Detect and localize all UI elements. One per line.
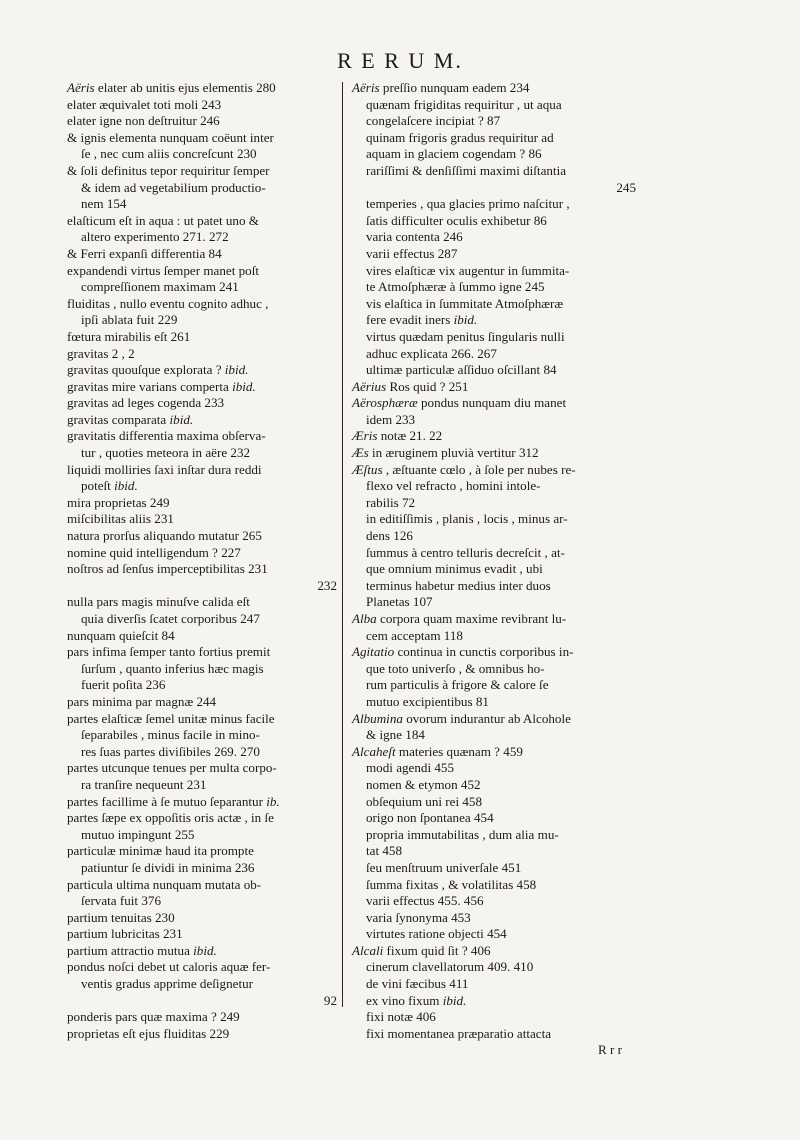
index-line (67, 163, 337, 180)
index-line (67, 329, 337, 346)
index-text: de vini fæcibus 411 (366, 976, 469, 992)
index-line (67, 760, 337, 777)
index-line (352, 1026, 636, 1043)
index-text: mira proprietas 249 (67, 494, 170, 510)
index-text: fluiditas , nullo eventu cognito adhuc , (67, 295, 269, 311)
left-column (67, 80, 337, 1042)
index-text: noſtros ad ſenſus imperceptibilitas 231 (67, 561, 268, 577)
index-text: & Ferri expanſi differentia 84 (67, 245, 222, 261)
index-line (67, 777, 337, 794)
index-text: & igne 184 (366, 727, 425, 743)
index-line (67, 445, 337, 462)
index-text: in æruginem pluvià vertitur 312 (368, 445, 539, 461)
index-line (352, 80, 636, 97)
index-keyword: Aëris (352, 80, 380, 95)
index-text: ſatis difficulter oculis exhibetur 86 (366, 212, 547, 228)
index-line (352, 163, 636, 180)
index-line (67, 495, 337, 512)
index-line (67, 545, 337, 562)
index-line (67, 213, 337, 230)
index-line (67, 511, 337, 528)
index-text: aquam in glaciem cogendam ? 86 (366, 146, 542, 162)
index-line (352, 777, 636, 794)
index-keyword: Æſtus (352, 461, 383, 477)
index-text: 92 (323, 992, 337, 1008)
index-line (352, 794, 636, 811)
index-text: nem 154 (81, 196, 127, 212)
index-line (67, 677, 337, 694)
index-text: fixi momentanea præparatio attacta (366, 1025, 552, 1041)
index-text: ex vino fixum (366, 992, 443, 1008)
index-line (352, 528, 636, 545)
index-line (352, 893, 636, 910)
index-line (352, 130, 636, 147)
index-keyword: Æris (352, 428, 378, 444)
index-text: varia contenta 246 (366, 229, 463, 245)
index-text: gravitas 2 , 2 (67, 345, 135, 361)
index-text: que omnium minimus evadit , ubi (366, 561, 543, 577)
index-text: , æſtuante cœlo , à ſole per nubes re- (382, 461, 576, 477)
index-text: gravitas ad leges cogenda 233 (67, 395, 225, 411)
index-line (352, 97, 636, 114)
index-text: pondus nunquam diu manet (417, 395, 567, 411)
index-line (67, 976, 337, 993)
index-text: gravitas comparata (67, 411, 170, 427)
index-line (67, 877, 337, 894)
index-text: congelaſcere incipiat ? 87 (366, 113, 501, 129)
index-text: vires elaſticæ vix augentur in ſummita- (366, 262, 570, 278)
index-text: ſervata fuit 376 (81, 893, 161, 909)
index-line (67, 279, 337, 296)
index-text: nomen & etymon 452 (366, 776, 481, 792)
index-text: cinerum clavellatorum 409. 410 (366, 959, 534, 975)
index-text: nomine quid intelligendum ? 227 (67, 544, 241, 560)
index-text: elater æquivalet toti moli 243 (67, 96, 222, 112)
index-text: propria immutabilitas , dum alia mu- (366, 826, 559, 842)
index-line (352, 346, 636, 363)
index-text: proprietas eſt ejus fluiditas 229 (67, 1025, 230, 1041)
index-text: ſe , nec cum aliis concreſcunt 230 (81, 146, 257, 162)
index-text: varia ſynonyma 453 (366, 909, 471, 925)
index-keyword: Aërosphæræ (352, 395, 418, 411)
index-text: tur , quoties meteora in aëre 232 (81, 445, 251, 461)
index-line (67, 694, 337, 711)
index-keyword: Alcali (352, 942, 384, 958)
index-text: ſeu menſtruum univerſale 451 (366, 859, 522, 875)
index-text: rariſſimi & denſiſſimi maximi diſtantia (366, 162, 567, 178)
index-line (352, 362, 636, 379)
index-keyword: ibid. (224, 362, 249, 378)
index-line (67, 478, 337, 495)
index-text: fœtura mirabilis eſt 261 (67, 328, 191, 344)
index-text: expandendi virtus ſemper manet poſt (67, 262, 259, 278)
index-text: te Atmoſphæræ à ſummo igne 245 (366, 279, 545, 295)
index-line (352, 511, 636, 528)
index-text: R r r (597, 1042, 622, 1058)
index-line (67, 594, 337, 611)
index-keyword: Aërius (352, 378, 387, 394)
index-line (352, 694, 636, 711)
index-text: liquidi molliries ſaxi inſtar dura reddi (67, 461, 262, 477)
index-line (67, 1009, 337, 1026)
index-line (352, 594, 636, 611)
index-text: virtus quædam penitus ſingularis nulli (366, 328, 565, 344)
index-line (352, 180, 636, 197)
index-line (352, 246, 636, 263)
index-line (67, 628, 337, 645)
index-line (67, 246, 337, 263)
index-line (352, 113, 636, 130)
index-line (352, 263, 636, 280)
index-line (67, 428, 337, 445)
index-line (67, 412, 337, 429)
index-text: partes facillime à ſe mutuo ſeparantur (67, 793, 267, 809)
index-line (67, 180, 337, 197)
index-line (67, 1026, 337, 1043)
index-line (352, 229, 636, 246)
index-line (352, 943, 636, 960)
index-line (67, 810, 337, 827)
right-column (352, 80, 636, 1059)
index-text: modi agendi 455 (366, 760, 455, 776)
index-line (67, 229, 337, 246)
index-line (352, 412, 636, 429)
index-text: fere evadit iners (366, 312, 454, 328)
index-text: terminus habetur medius inter duos (366, 577, 551, 593)
index-line (67, 578, 337, 595)
index-line (67, 910, 337, 927)
index-line (67, 959, 337, 976)
index-keyword: ib. (266, 793, 280, 809)
index-text: particula ultima nunquam mutata ob- (67, 876, 262, 892)
running-head: R E R U M. (337, 48, 463, 73)
index-keyword: ibid. (114, 478, 138, 494)
index-text: & idem ad vegetabilium productio- (81, 179, 266, 195)
index-line (352, 976, 636, 993)
index-text: pars infima ſemper tanto fortius premit (67, 644, 271, 660)
index-text: continua in cunctis corporibus in- (394, 644, 574, 660)
index-line (352, 760, 636, 777)
index-text: elater igne non deſtruitur 246 (67, 113, 220, 129)
index-text: mutuo impingunt 255 (81, 826, 195, 842)
index-line (67, 993, 337, 1010)
index-keyword: Alba (352, 611, 377, 626)
index-keyword: Aëris (67, 80, 95, 95)
index-text: ipſi ablata fuit 229 (81, 312, 178, 328)
index-text: fixum quid ſit ? 406 (383, 942, 491, 958)
index-text: corpora quam maxime revibrant lu- (376, 611, 567, 626)
index-text: origo non ſpontanea 454 (366, 810, 494, 826)
index-text: ſummus à centro telluris decreſcit , at- (366, 544, 565, 560)
index-line (352, 611, 636, 628)
index-line (67, 860, 337, 877)
index-text: temperies , qua glacies primo naſcitur , (366, 196, 570, 212)
index-text: pondus noſci debet ut caloris aquæ fer- (67, 959, 271, 975)
index-text: quia diverſis ſcatet corporibus 247 (81, 611, 260, 626)
index-line (352, 910, 636, 927)
index-text: nunquam quieſcit 84 (67, 627, 175, 643)
index-keyword: Æs (352, 445, 369, 461)
index-text: partium tenuitas 230 (67, 909, 175, 925)
index-text: idem 233 (366, 411, 416, 427)
index-line (67, 113, 337, 130)
index-line (67, 296, 337, 313)
index-text: quinam frigoris gradus requiritur ad (366, 129, 554, 145)
index-text: partes elaſticæ ſemel unitæ minus facile (67, 710, 275, 726)
index-text: gravitatis differentia maxima obſerva- (67, 428, 266, 444)
index-text: Ros quid ? 251 (386, 378, 469, 394)
index-line (352, 296, 636, 313)
index-line (352, 1009, 636, 1026)
index-line (67, 711, 337, 728)
column-divider (342, 82, 343, 1007)
index-text: partes utcunque tenues per multa corpo- (67, 760, 277, 776)
index-text: & ignis elementa nunquam coëunt inter (67, 129, 274, 145)
index-line (352, 959, 636, 976)
index-text: ventis gradus apprime deſignetur (81, 976, 253, 992)
index-line (352, 810, 636, 827)
index-line (352, 926, 636, 943)
index-keyword: ibid. (232, 378, 256, 394)
index-line (67, 312, 337, 329)
index-line (352, 478, 636, 495)
index-line (67, 395, 337, 412)
index-line (67, 827, 337, 844)
index-line (352, 711, 636, 728)
index-line (67, 843, 337, 860)
index-line (67, 661, 337, 678)
index-text: rum particulis à frigore & calore ſe (366, 677, 549, 693)
index-line (67, 926, 337, 943)
index-text: Planetas 107 (366, 594, 433, 610)
index-line (67, 146, 337, 163)
index-keyword: Agitatio (352, 644, 395, 660)
index-text: rabilis 72 (366, 494, 416, 510)
index-line (352, 661, 636, 678)
index-text: partium attractio mutua (67, 942, 194, 958)
index-text: particulæ minimæ haud ita prompte (67, 843, 254, 859)
index-line (67, 97, 337, 114)
index-text: ra tranſire nequeunt 231 (81, 776, 207, 792)
index-text: natura prorſus aliquando mutatur 265 (67, 528, 262, 544)
index-text: ſumma fixitas , & volatilitas 458 (366, 876, 537, 892)
index-text: virtutes ratione objecti 454 (366, 926, 507, 942)
index-line (352, 445, 636, 462)
index-line (352, 843, 636, 860)
index-text: notæ 21. 22 (377, 428, 443, 444)
index-line (352, 877, 636, 894)
index-text: ultimæ particulæ aſſiduo oſcillant 84 (366, 362, 557, 378)
index-line (352, 329, 636, 346)
index-line (352, 279, 636, 296)
index-line (67, 644, 337, 661)
index-line (67, 346, 337, 363)
index-line (67, 794, 337, 811)
index-text: & ſoli definitus tepor requiritur ſemper (67, 162, 270, 178)
index-text: varii effectus 287 (366, 245, 458, 261)
index-text: partes ſæpe ex oppoſitis oris actæ , in ſe (67, 810, 274, 826)
index-text: elater ab unitis ejus elementis 280 (94, 80, 276, 95)
index-line (352, 379, 636, 396)
index-text: materies quænam ? 459 (395, 743, 523, 759)
index-text: obſequium uni rei 458 (366, 793, 483, 809)
index-line (67, 744, 337, 761)
index-text: dens 126 (366, 528, 413, 544)
index-line (352, 395, 636, 412)
index-text: que toto univerſo , & omnibus ho- (366, 660, 545, 676)
index-line (67, 727, 337, 744)
index-line (352, 196, 636, 213)
index-text: ponderis pars quæ maxima ? 249 (67, 1009, 240, 1025)
index-text: flexo vel refracto , homini intole- (366, 478, 541, 494)
index-text: pars minima par magnæ 244 (67, 693, 217, 709)
index-line (67, 561, 337, 578)
index-line (352, 495, 636, 512)
index-line (67, 379, 337, 396)
index-line (352, 561, 636, 578)
index-line (352, 545, 636, 562)
index-text: ſurſum , quanto inferius hæc magis (81, 660, 264, 676)
index-keyword: Albumina (352, 710, 403, 726)
index-keyword: ibid. (453, 312, 478, 328)
index-line (352, 727, 636, 744)
index-keyword: ibid. (169, 411, 194, 427)
index-line (67, 528, 337, 545)
index-line (352, 993, 636, 1010)
index-text: in editiſſimis , planis , locis , minus ar- (366, 511, 568, 527)
index-text: res ſuas partes diviſibiles 269. 270 (81, 743, 260, 759)
index-text: 245 (616, 179, 636, 195)
index-text: compreſſionem maximam 241 (81, 279, 239, 295)
index-line (352, 578, 636, 595)
index-line (352, 1042, 636, 1059)
index-line (67, 130, 337, 147)
index-keyword: ibid. (193, 942, 217, 958)
index-text: elaſticum eſt in aqua : ut patet uno & (67, 212, 259, 228)
index-text: nulla pars magis minuſve calida eſt (67, 594, 250, 610)
index-text: gravitas mire varians comperta (67, 378, 233, 394)
index-text: quænam frigiditas requiritur , ut aqua (366, 96, 562, 112)
index-text: miſcibilitas aliis 231 (67, 511, 174, 527)
index-text: fixi notæ 406 (366, 1009, 436, 1025)
index-text: gravitas quouſque explorata ? (67, 362, 225, 378)
index-keyword: ibid. (442, 992, 467, 1008)
index-line (352, 860, 636, 877)
index-text: cem acceptam 118 (366, 627, 463, 643)
index-text: patiuntur ſe dividi in minima 236 (81, 859, 255, 875)
index-line (67, 196, 337, 213)
index-text: varii effectus 455. 456 (366, 893, 484, 909)
index-line (67, 611, 337, 628)
index-line (352, 744, 636, 761)
index-line (67, 80, 337, 97)
index-line (67, 362, 337, 379)
index-text: poteſt (81, 478, 115, 494)
index-line (352, 677, 636, 694)
index-line (67, 263, 337, 280)
index-line (67, 893, 337, 910)
index-text: tat 458 (366, 843, 403, 859)
index-text: partium lubricitas 231 (67, 926, 183, 942)
index-text: mutuo excipientibus 81 (366, 693, 489, 709)
index-keyword: Alcaheſt (352, 743, 396, 759)
index-text: vis elaſtica in ſummitate Atmoſphæræ (366, 295, 564, 311)
index-text: altero experimento 271. 272 (81, 229, 229, 245)
index-line (352, 827, 636, 844)
index-line (352, 428, 636, 445)
index-text: ovorum indurantur ab Alcohole (402, 710, 571, 726)
index-line (352, 628, 636, 645)
index-line (352, 213, 636, 230)
index-line (67, 462, 337, 479)
index-line (352, 146, 636, 163)
index-text: fuerit poſita 236 (81, 677, 166, 693)
index-line (352, 312, 636, 329)
index-line (352, 462, 636, 479)
index-text: ſeparabiles , minus facile in mino- (81, 727, 260, 743)
index-text: 232 (317, 577, 337, 593)
index-line (67, 943, 337, 960)
index-line (352, 644, 636, 661)
index-text: adhuc explicata 266. 267 (366, 345, 497, 361)
index-text: preſſio nunquam eadem 234 (379, 80, 530, 95)
